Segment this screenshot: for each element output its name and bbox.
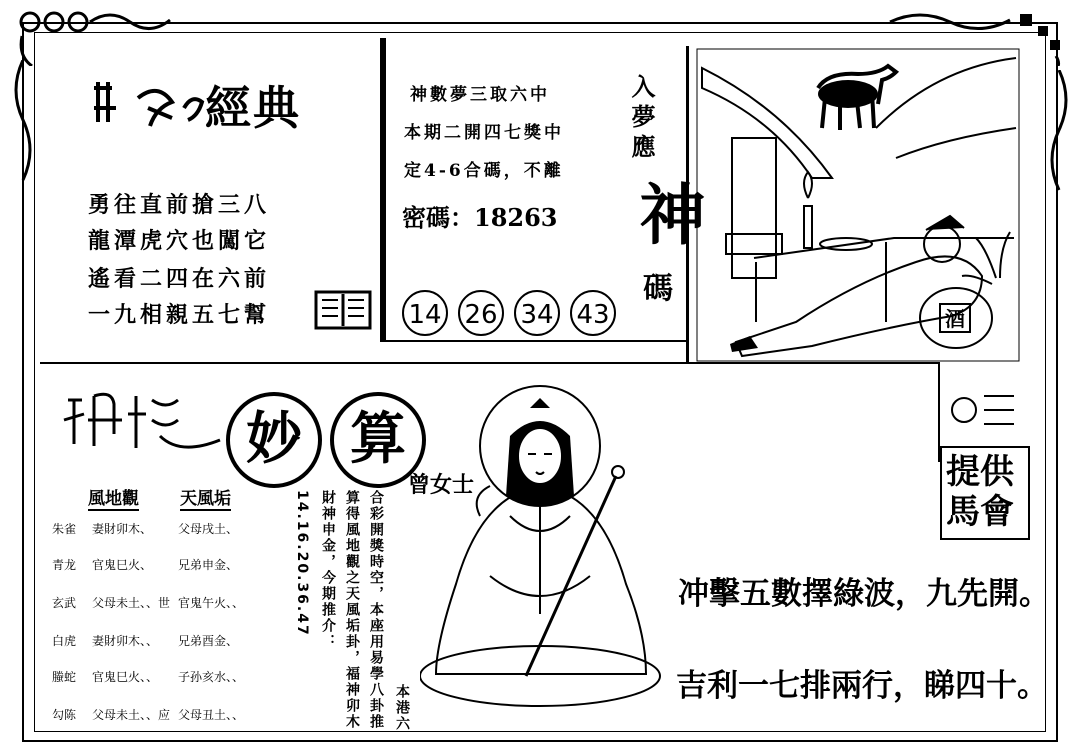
side-title-tail: 碼 (637, 272, 672, 302)
row-value-a: 官鬼巳火、 (92, 558, 153, 572)
mark-six-logo (944, 386, 1024, 440)
poem-line-4: 一九相親五七幫 (88, 302, 271, 328)
side-title-small: 入夢應 (627, 74, 656, 164)
row-value-a: 父母未土、、世 (92, 596, 171, 610)
hex-text-col-3: 算得風地觀之天風垢卦，福神卯木 (344, 490, 360, 730)
prophecy-line-1: 神數夢三取六中 (410, 85, 550, 105)
slogan-1: 冲擊五數擇綠波，九先開。 (678, 576, 1050, 612)
hex-text-col-5: 14.16.20.36.47 (294, 490, 310, 637)
poem-line-3: 遙看二四在六前 (88, 266, 271, 292)
row-label: 螣蛇 (52, 670, 77, 684)
row-label: 青龙 (52, 558, 77, 572)
side-ornament-left (8, 60, 38, 200)
row-value-b: 父母戌土、 (178, 522, 239, 536)
prophecy-line-2: 本期二開四七獎中 (404, 123, 564, 143)
book-icon (314, 290, 372, 330)
heading-circle-miao: 妙 (226, 392, 322, 488)
sleeping-scholar-illustration (696, 48, 1020, 362)
number-ball-4: 43 (570, 290, 616, 336)
poem-line-2: 龍潭虎穴也闖它 (88, 228, 271, 254)
side-ornament-right (1044, 70, 1074, 200)
row-value-b: 官鬼午火、、 (178, 596, 245, 610)
prophecy-line-3: 定4-6合碼，不離 (404, 161, 564, 181)
row-value-b: 子孙亥水、、 (178, 670, 245, 684)
wine-jar-label: 酒 (945, 307, 965, 331)
poem-line-1: 勇往直前搶三八 (88, 192, 271, 218)
column-heading-a: 風地觀 (88, 484, 139, 511)
number-ball-3: 34 (514, 290, 560, 336)
row-value-a: 父母未土、、应 (92, 708, 171, 722)
stamp-text: 提供 馬會 (946, 452, 1014, 532)
title: 經典 (205, 81, 301, 135)
column-heading-b: 天風垢 (180, 484, 231, 511)
number-ball-2: 26 (458, 290, 504, 336)
row-value-b: 父母丑土、、 (178, 708, 245, 722)
calligraphy-logo (88, 78, 218, 138)
hex-text-col-1: 本港六 (394, 684, 410, 732)
row-value-a: 妻財卯木、 (92, 522, 153, 536)
row-value-a: 官鬼巳火、、 (92, 670, 159, 684)
slogan-2: 吉利一七排兩行，睇四十。 (676, 668, 1048, 704)
row-label: 朱雀 (52, 522, 77, 536)
hex-text-col-4: 財神申金，今期推介： (320, 490, 336, 650)
number-ball-1: 14 (402, 290, 448, 336)
heading-circle-suan: 算 (330, 392, 426, 488)
hex-text-col-2: 合彩開獎時空，本座用易學八卦推 (368, 490, 384, 730)
row-label: 玄武 (52, 596, 77, 610)
divider-horizontal-main (40, 362, 940, 364)
corner-ornament-top-left (10, 6, 180, 66)
author: 曾女士 (408, 472, 475, 498)
row-value-a: 妻財卯木、、 (92, 634, 159, 648)
row-label: 勾陈 (52, 708, 77, 722)
secret-code: 密碼：18263 (402, 203, 558, 232)
divider-vertical-1 (380, 38, 386, 342)
side-title-big: 神 (628, 180, 706, 246)
divider-horizontal-center (386, 340, 686, 342)
row-label: 白虎 (52, 634, 77, 648)
goddess-illustration (420, 376, 670, 716)
row-value-b: 兄弟酉金、 (178, 634, 239, 648)
heading-calligraphy (60, 380, 230, 460)
row-value-b: 兄弟申金、 (178, 558, 239, 572)
